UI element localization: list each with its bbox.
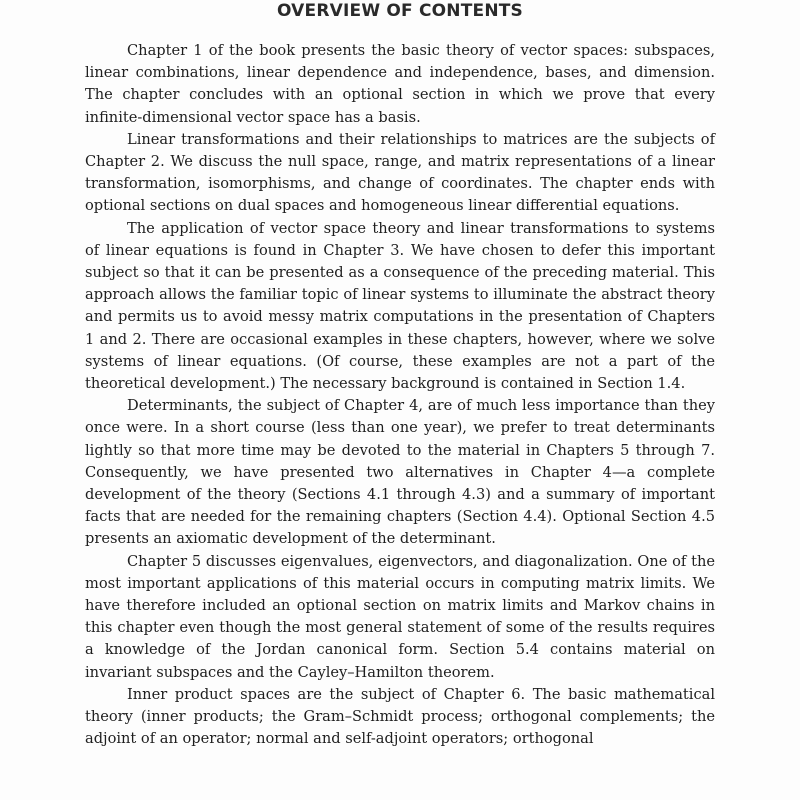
paragraph-chapter-3: The application of vector space theory and linear transformations to systems of linear equations is found in Chapter 3. We have chosen to defer this important subject so that it can be presented as a consequence of the preceding material. This approach allows the familiar topic of linear systems to illuminate the abstract theory and permits us to avoid messy matrix computations in the presentation of Chapters 1 and 2. There are occasional examples in these chapters, however, where we solve systems of linear equations. (Of course, these examples are not a part of the theoretical development.) The necessary background is contained in Section 1.4. xyxy=(85,219,715,393)
paragraph-chapter-4: Determinants, the subject of Chapter 4, are of much less importance than they once were. In a short course (less than one year), we prefer to treat determinants lightly so that more time may be devoted to the material in Chapters 5 through 7. Consequently, we have presented two alternatives in Chapter 4—a complete development of the theory (Sections 4.1 through 4.3) and a summary of important facts that are needed for the remaining chapters (Section 4.4). Optional Section 4.5 presents an axiomatic development of the determinant. xyxy=(85,397,715,548)
paragraph-chapter-5: Chapter 5 discusses eigenvalues, eigenvectors, and diagonalization. One of the most important applications of this material occurs in computing matrix limits. We have therefore included an optional section on matrix limits and Markov chains in this chapter even though the most general statement of some of the results requires a knowledge of the Jordan canonical form. Section 5.4 contains material on invariant subspaces and the Cayley–Hamilton theorem. xyxy=(85,552,715,681)
paragraph-chapter-6: Inner product spaces are the subject of Chapter 6. The basic mathematical theory (inner products; the Gram–Schmidt process; orthogonal complements; the adjoint of an operator; normal and self-adjoint operators; orthogonal xyxy=(85,685,715,748)
paragraph-chapter-1: Chapter 1 of the book presents the basic theory of vector spaces: subspaces, linear combinations, linear dependence and independence, bases, and dimension. The chapter concludes with an optional section in which we prove that every infinite-dimensional vector space has a basis. xyxy=(85,42,715,126)
page-heading: OVERVIEW OF CONTENTS xyxy=(276,1,524,21)
paragraph-chapter-2: Linear transformations and their relationships to matrices are the subjects of Chapter 2. We discuss the null space, range, and matrix representations of a linear transformation, isomorphisms, and change of coordinates. The chapter ends with optional sections on dual spaces and homogeneous linear differential equations. xyxy=(85,130,715,215)
body-text xyxy=(85,40,715,751)
